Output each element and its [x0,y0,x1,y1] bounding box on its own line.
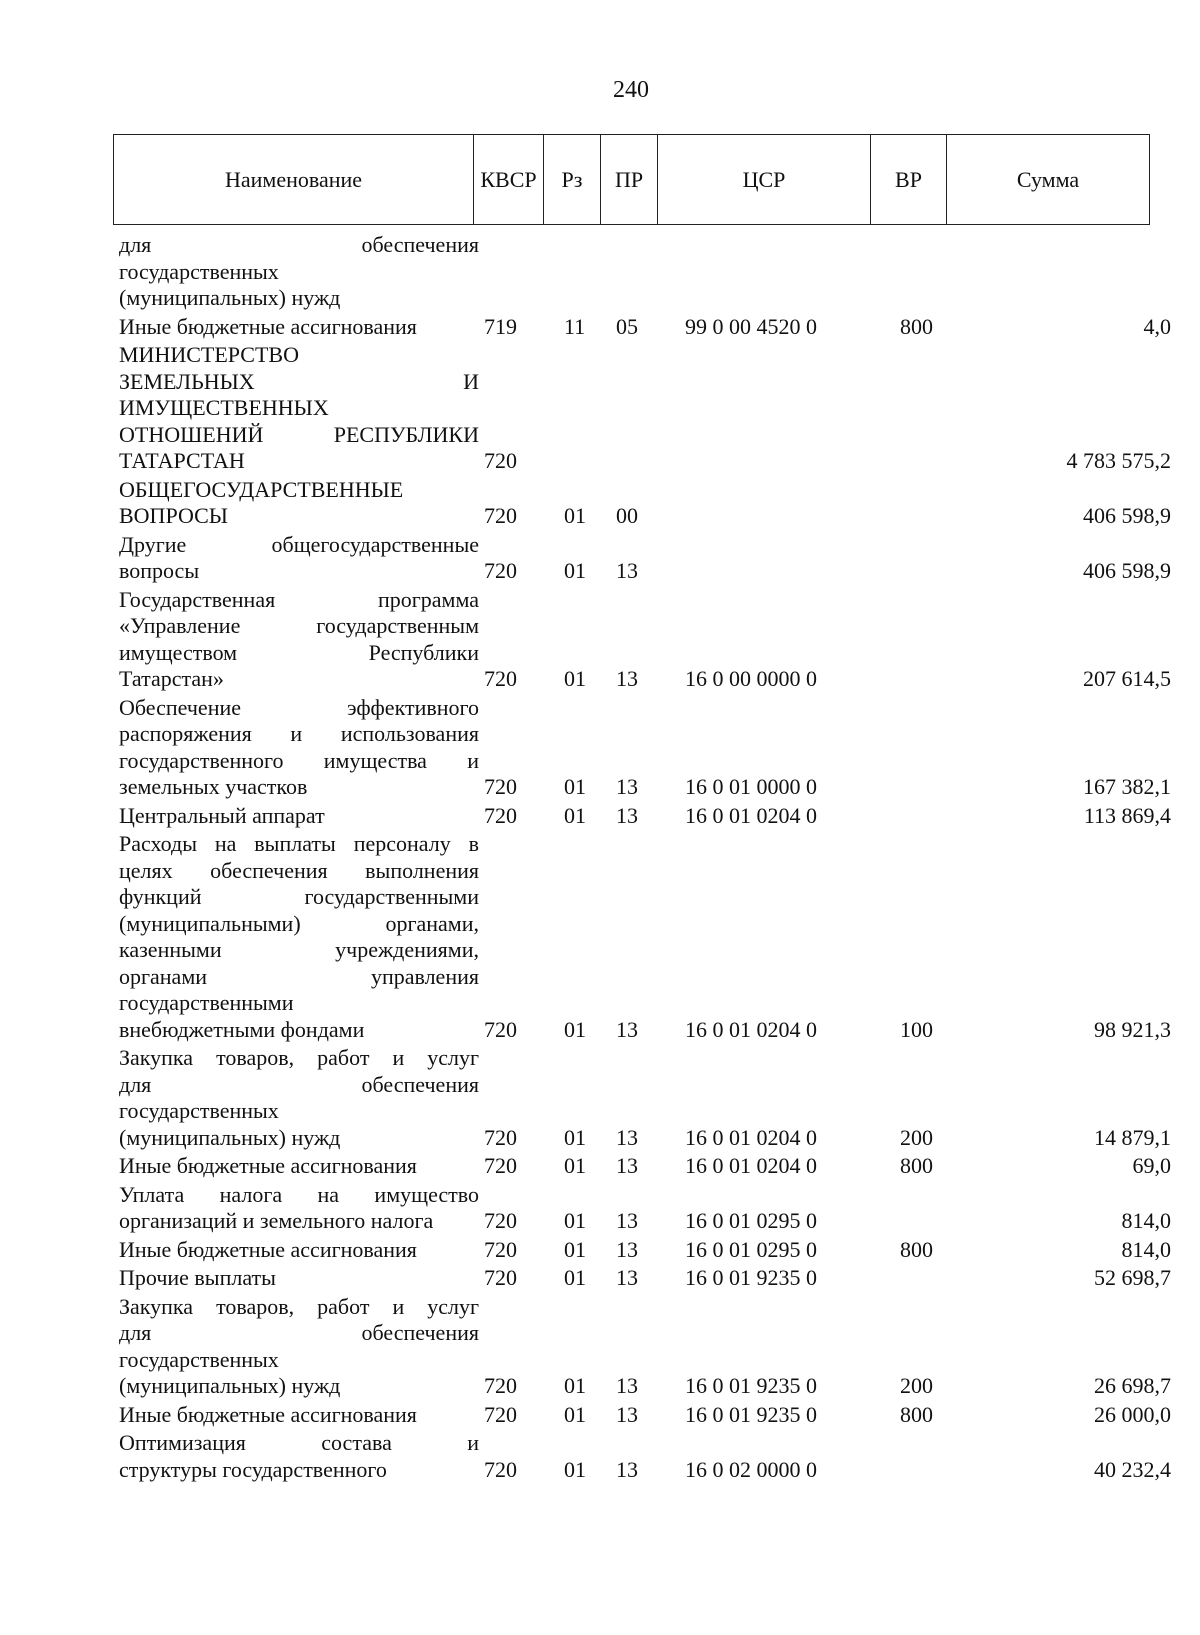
row-rz: 01 [564,1153,586,1178]
row-name [119,803,479,830]
row-name-line: ТАТАРСТАН [119,448,245,473]
row-name-line: распоряжения и использования [119,721,479,746]
row-name [119,1265,479,1292]
row-csr: 99 0 00 4520 0 [685,313,817,339]
table-row [119,232,1171,312]
table-row [119,314,1171,341]
row-name-line: Татарстан» [119,666,224,691]
row-name-line: (муниципальных) нужд [119,1124,341,1150]
row-pr: 13 [616,1124,638,1150]
row-name [119,1182,479,1235]
row-name-line: (муниципальных) нужд [119,285,341,310]
row-sum: 406 598,9 [1083,558,1171,583]
row-name-line: ОТНОШЕНИЙ РЕСПУБЛИКИ [119,421,479,447]
row-kvsr: 720 [484,1208,517,1233]
row-name [119,232,479,312]
row-vr: 200 [900,1373,933,1398]
row-pr: 05 [616,313,638,339]
row-csr: 16 0 00 0000 0 [685,666,817,691]
row-rz: 01 [564,802,586,828]
row-name-line: «Управление государственным [119,613,479,638]
row-pr: 00 [616,503,638,528]
table-row [119,1182,1171,1235]
row-kvsr: 720 [484,1124,517,1150]
table-row [119,1045,1171,1151]
row-sum: 167 382,1 [1083,774,1171,799]
row-name-line: государственного имущества и [119,747,479,773]
row-name-line: государственных [119,1346,279,1372]
row-name-line: Оптимизация состава и [119,1430,479,1455]
table-row [119,695,1171,801]
row-csr: 16 0 01 0204 0 [685,1153,817,1178]
row-csr: 16 0 01 9235 0 [685,1373,817,1398]
row-name-line: Иные бюджетные ассигнования [119,1236,417,1262]
header-kvsr: КВСР [474,135,544,225]
row-sum: 26 698,7 [1094,1373,1171,1398]
table-header [113,134,1150,225]
row-name [119,314,479,341]
row-kvsr: 720 [484,558,517,583]
row-name-line: Прочие выплаты [119,1265,276,1290]
row-kvsr: 720 [484,1265,517,1290]
row-pr: 13 [616,1265,638,1290]
row-rz: 01 [564,774,586,799]
header-name: Наименование [114,135,474,225]
table-body [119,230,1171,1483]
table-row [119,532,1171,585]
row-kvsr: 720 [484,503,517,528]
row-name [119,1153,479,1180]
row-rz: 01 [564,1456,586,1482]
row-sum: 14 879,1 [1094,1124,1171,1150]
row-sum: 814,0 [1121,1208,1171,1233]
row-rz: 01 [564,1016,586,1042]
row-name-line: вопросы [119,558,200,583]
row-rz: 01 [564,558,586,583]
row-name-line: Государственная программа [119,586,479,612]
row-name [119,695,479,801]
row-name [119,831,479,1043]
table-row [119,477,1171,530]
table-row [119,803,1171,830]
row-rz: 01 [564,1236,586,1262]
page-number: 240 [613,77,649,103]
row-pr: 13 [616,774,638,799]
row-pr: 13 [616,558,638,583]
row-kvsr: 720 [484,1153,517,1178]
row-name-line: Иные бюджетные ассигнования [119,313,417,339]
row-sum: 207 614,5 [1083,666,1171,691]
table-row [119,1265,1171,1292]
row-csr: 16 0 01 0000 0 [685,774,817,799]
row-kvsr: 720 [484,802,517,828]
row-name-line: Центральный аппарат [119,802,325,828]
row-name-line: Закупка товаров, работ и услуг [119,1293,479,1319]
row-name-line: органами управления [119,963,479,989]
table-row [119,1237,1171,1264]
row-pr: 13 [616,802,638,828]
row-sum: 69,0 [1132,1153,1171,1178]
row-name-line: (муниципальными) органами, [119,910,479,936]
table-row [119,1294,1171,1400]
row-pr: 13 [616,1016,638,1042]
row-pr: 13 [616,1236,638,1262]
row-rz: 11 [564,313,586,339]
row-name [119,1402,479,1429]
row-kvsr: 720 [484,1456,517,1482]
row-kvsr: 720 [484,1373,517,1398]
row-rz: 01 [564,1124,586,1150]
row-csr: 16 0 01 0295 0 [685,1236,817,1262]
row-name-line: функций государственными [119,884,479,909]
row-name-line: Обеспечение эффективного [119,694,479,720]
header-vr: ВР [871,135,947,225]
row-name-line: для обеспечения [119,1071,479,1097]
row-name-line: Иные бюджетные ассигнования [119,1401,417,1427]
row-csr: 16 0 02 0000 0 [685,1456,817,1482]
row-name-line: целях обеспечения выполнения [119,857,479,883]
row-name [119,532,479,585]
row-name-line: для обеспечения [119,232,479,257]
row-name [119,342,479,475]
row-name-line: казенными учреждениями, [119,937,479,962]
row-name-line: организаций и земельного налога [119,1208,434,1233]
row-kvsr: 720 [484,448,517,473]
header-sum: Сумма [947,135,1150,225]
row-vr: 800 [900,1153,933,1178]
row-sum: 814,0 [1121,1236,1171,1262]
row-name-line: ОБЩЕГОСУДАРСТВЕННЫЕ [119,476,404,502]
row-name-line: государственными [119,990,294,1015]
row-name-line: имуществом Республики [119,639,479,665]
row-vr: 800 [900,1236,933,1262]
table-row [119,831,1171,1043]
header-pr: ПР [601,135,658,225]
row-name-line: ЗЕМЕЛЬНЫХ И [119,368,479,394]
table-row [119,587,1171,693]
row-name-line: для обеспечения [119,1320,479,1345]
row-sum: 113 869,4 [1083,802,1171,828]
row-sum: 406 598,9 [1083,503,1171,528]
row-pr: 13 [616,1456,638,1482]
row-name-line: земельных участков [119,774,308,799]
row-pr: 13 [616,1373,638,1398]
row-kvsr: 720 [484,774,517,799]
row-sum: 40 232,4 [1094,1456,1171,1482]
row-name [119,1294,479,1400]
row-csr: 16 0 01 0204 0 [685,1124,817,1150]
row-name-line: ВОПРОСЫ [119,503,228,528]
row-name [119,477,479,530]
row-rz: 01 [564,1401,586,1427]
row-sum: 4 783 575,2 [1066,448,1171,473]
row-kvsr: 720 [484,1236,517,1262]
row-sum: 4,0 [1143,313,1171,339]
row-name-line: Расходы на выплаты персоналу в [119,831,479,856]
header-rz: Рз [544,135,601,225]
row-rz: 01 [564,666,586,691]
row-rz: 01 [564,1208,586,1233]
header-csr: ЦСР [658,135,871,225]
row-name [119,1237,479,1264]
row-name-line: (муниципальных) нужд [119,1373,341,1398]
row-kvsr: 720 [484,666,517,691]
row-name-line: Закупка товаров, работ и услуг [119,1045,479,1070]
row-pr: 13 [616,1401,638,1427]
row-vr: 200 [900,1124,933,1150]
row-name [119,587,479,693]
row-name-line: МИНИСТЕРСТВО [119,342,299,367]
row-name [119,1045,479,1151]
row-name-line: Иные бюджетные ассигнования [119,1153,417,1178]
row-name-line: ИМУЩЕСТВЕННЫХ [119,395,329,420]
row-csr: 16 0 01 0204 0 [685,1016,817,1042]
row-csr: 16 0 01 0295 0 [685,1208,817,1233]
table-row [119,342,1171,475]
row-sum: 26 000,0 [1094,1401,1171,1427]
row-vr: 100 [900,1016,933,1042]
row-rz: 01 [564,503,586,528]
row-csr: 16 0 01 0204 0 [685,802,817,828]
table-row [119,1402,1171,1429]
row-pr: 13 [616,1153,638,1178]
row-csr: 16 0 01 9235 0 [685,1401,817,1427]
row-kvsr: 719 [484,313,517,339]
table-row [119,1153,1171,1180]
row-kvsr: 720 [484,1401,517,1427]
row-sum: 98 921,3 [1094,1016,1171,1042]
row-sum: 52 698,7 [1094,1265,1171,1290]
row-csr: 16 0 01 9235 0 [685,1265,817,1290]
row-kvsr: 720 [484,1016,517,1042]
row-name-line: Уплата налога на имущество [119,1181,479,1207]
row-name-line: внебюджетными фондами [119,1016,365,1042]
row-pr: 13 [616,666,638,691]
row-name-line: государственных [119,1098,279,1123]
row-rz: 01 [564,1265,586,1290]
row-name-line: структуры государственного [119,1456,387,1482]
row-pr: 13 [616,1208,638,1233]
row-name-line: Другие общегосударственные [119,531,479,557]
table-row [119,1430,1171,1483]
row-vr: 800 [900,313,933,339]
row-rz: 01 [564,1373,586,1398]
row-name [119,1430,479,1483]
row-vr: 800 [900,1401,933,1427]
row-name-line: государственных [119,258,279,284]
